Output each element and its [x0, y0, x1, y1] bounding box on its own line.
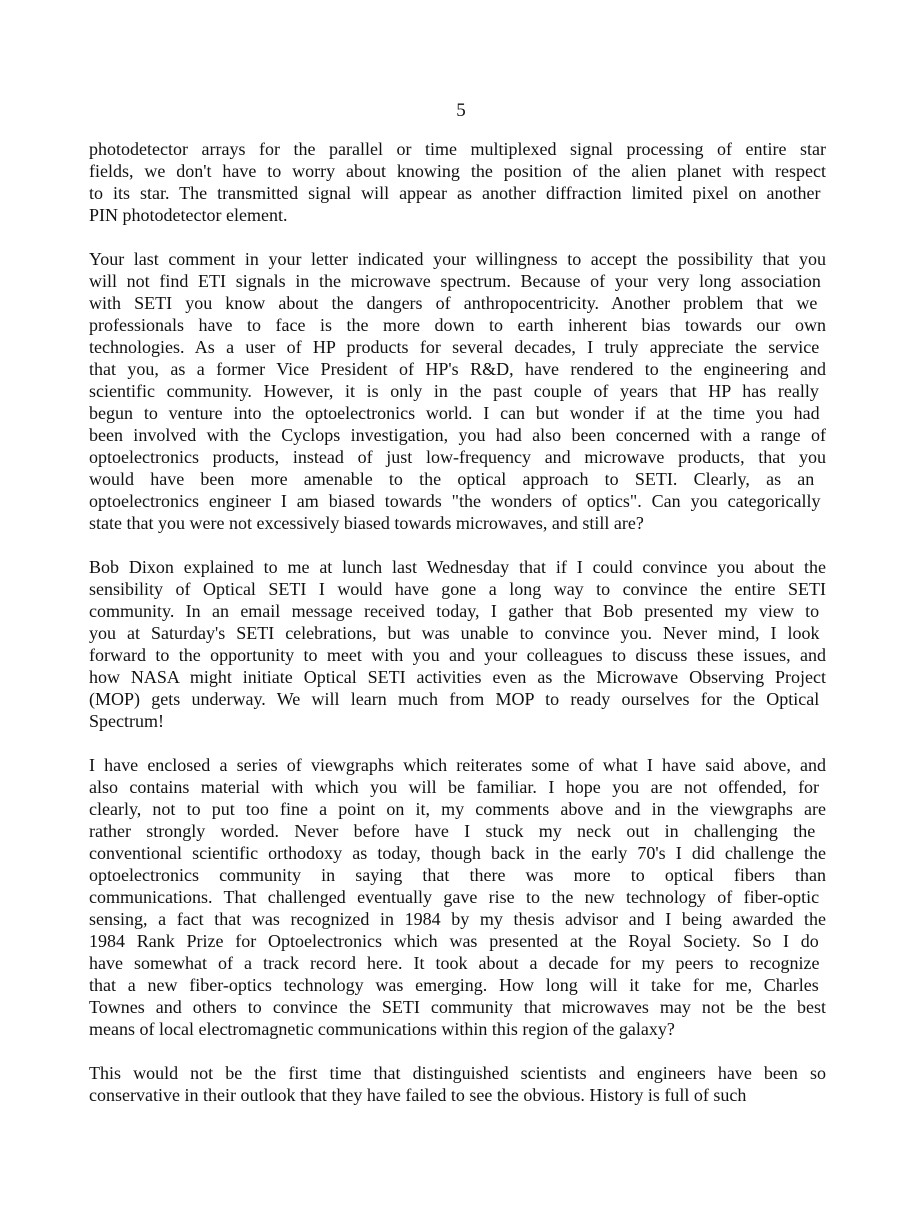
text-line: Bob Dixon explained to me at lunch last Wednesday that if I could convince you about the [89, 557, 826, 577]
text-line: communications. That challenged eventually gave rise to the new technology of fiber-optic [89, 887, 820, 907]
text-line: Spectrum! [89, 711, 164, 731]
text-line: with SETI you know about the dangers of anthropocentricity. Another problem that we [89, 293, 818, 313]
text-line: Townes and others to convince the SETI community that microwaves may not be the best [89, 997, 826, 1017]
text-line: (MOP) gets underway. We will learn much from MOP to ready ourselves for the Optical [89, 689, 820, 709]
text-line: been involved with the Cyclops investigation, you had also been concerned with a range of [89, 425, 826, 445]
text-line: PIN photodetector element. [89, 205, 288, 225]
paragraph [89, 1062, 826, 1106]
text-line: begun to venture into the optoelectronics world. I can but wonder if at the time you had [89, 403, 820, 423]
text-line: professionals have to face is the more down to earth inherent bias towards our own [89, 315, 826, 335]
text-line: that a new fiber-optics technology was emerging. How long will it take for me, Charles [89, 975, 819, 995]
text-line: sensibility of Optical SETI I would have gone a long way to convince the entire SETI [89, 579, 826, 599]
text-line: I have enclosed a series of viewgraphs which reiterates some of what I have said above, and [89, 755, 826, 775]
text-line: This would not be the first time that distinguished scientists and engineers have been so [89, 1063, 826, 1083]
text-line: optoelectronics community in saying that there was more to optical fibers than [89, 865, 826, 885]
text-line: sensing, a fact that was recognized in 1984 by my thesis advisor and I being awarded the [89, 909, 826, 929]
page-number: 5 [456, 100, 466, 121]
text-line: optoelectronics engineer I am biased towards "the wonders of optics". Can you categorically [89, 491, 821, 511]
text-line: forward to the opportunity to meet with you and your colleagues to discuss these issues, and [89, 645, 826, 665]
text-line: conservative in their outlook that they have failed to see the obvious. History is full of such [89, 1085, 747, 1105]
text-line: will not find ETI signals in the microwave spectrum. Because of your very long association [89, 271, 821, 291]
text-line: technologies. As a user of HP products for several decades, I truly appreciate the service [89, 337, 820, 357]
text-line: would have been more amenable to the optical approach to SETI. Clearly, as an [89, 469, 815, 489]
text-line: rather strongly worded. Never before have I stuck my neck out in challenging the [89, 821, 816, 841]
text-line: conventional scientific orthodoxy as today, though back in the early 70's I did challenge the [89, 843, 826, 863]
paragraph [89, 248, 826, 534]
text-line: to its star. The transmitted signal will appear as another diffraction limited pixel on another [89, 183, 821, 203]
paragraph [89, 138, 826, 226]
text-line: 1984 Rank Prize for Optoelectronics which was presented at the Royal Society. So I do [89, 931, 819, 951]
text-line: that you, as a former Vice President of HP's R&D, have rendered to the engineering and [89, 359, 826, 379]
text-line: means of local electromagnetic communications within this region of the galaxy? [89, 1019, 675, 1039]
text-line: also contains material with which you will be familiar. I hope you are not offended, for [89, 777, 820, 797]
text-line: you at Saturday's SETI celebrations, but was unable to convince you. Never mind, I look [89, 623, 820, 643]
text-line: have somewhat of a track record here. It took about a decade for my peers to recognize [89, 953, 820, 973]
letter-body [89, 138, 826, 1128]
text-line: clearly, not to put too fine a point on it, my comments above and in the viewgraphs are [89, 799, 826, 819]
text-line: fields, we don't have to worry about knowing the position of the alien planet with respect [89, 161, 826, 181]
paragraph [89, 754, 826, 1040]
text-line: optoelectronics products, instead of just low-frequency and microwave products, that you [89, 447, 826, 467]
text-line: scientific community. However, it is only in the past couple of years that HP has really [89, 381, 819, 401]
text-line: state that you were not excessively biased towards microwaves, and still are? [89, 513, 644, 533]
text-line: photodetector arrays for the parallel or time multiplexed signal processing of entire star [89, 139, 826, 159]
text-line: Your last comment in your letter indicated your willingness to accept the possibility that you [89, 249, 826, 269]
text-line: community. In an email message received today, I gather that Bob presented my view to [89, 601, 820, 621]
paragraph [89, 556, 826, 732]
text-line: how NASA might initiate Optical SETI activities even as the Microwave Observing Project [89, 667, 826, 687]
